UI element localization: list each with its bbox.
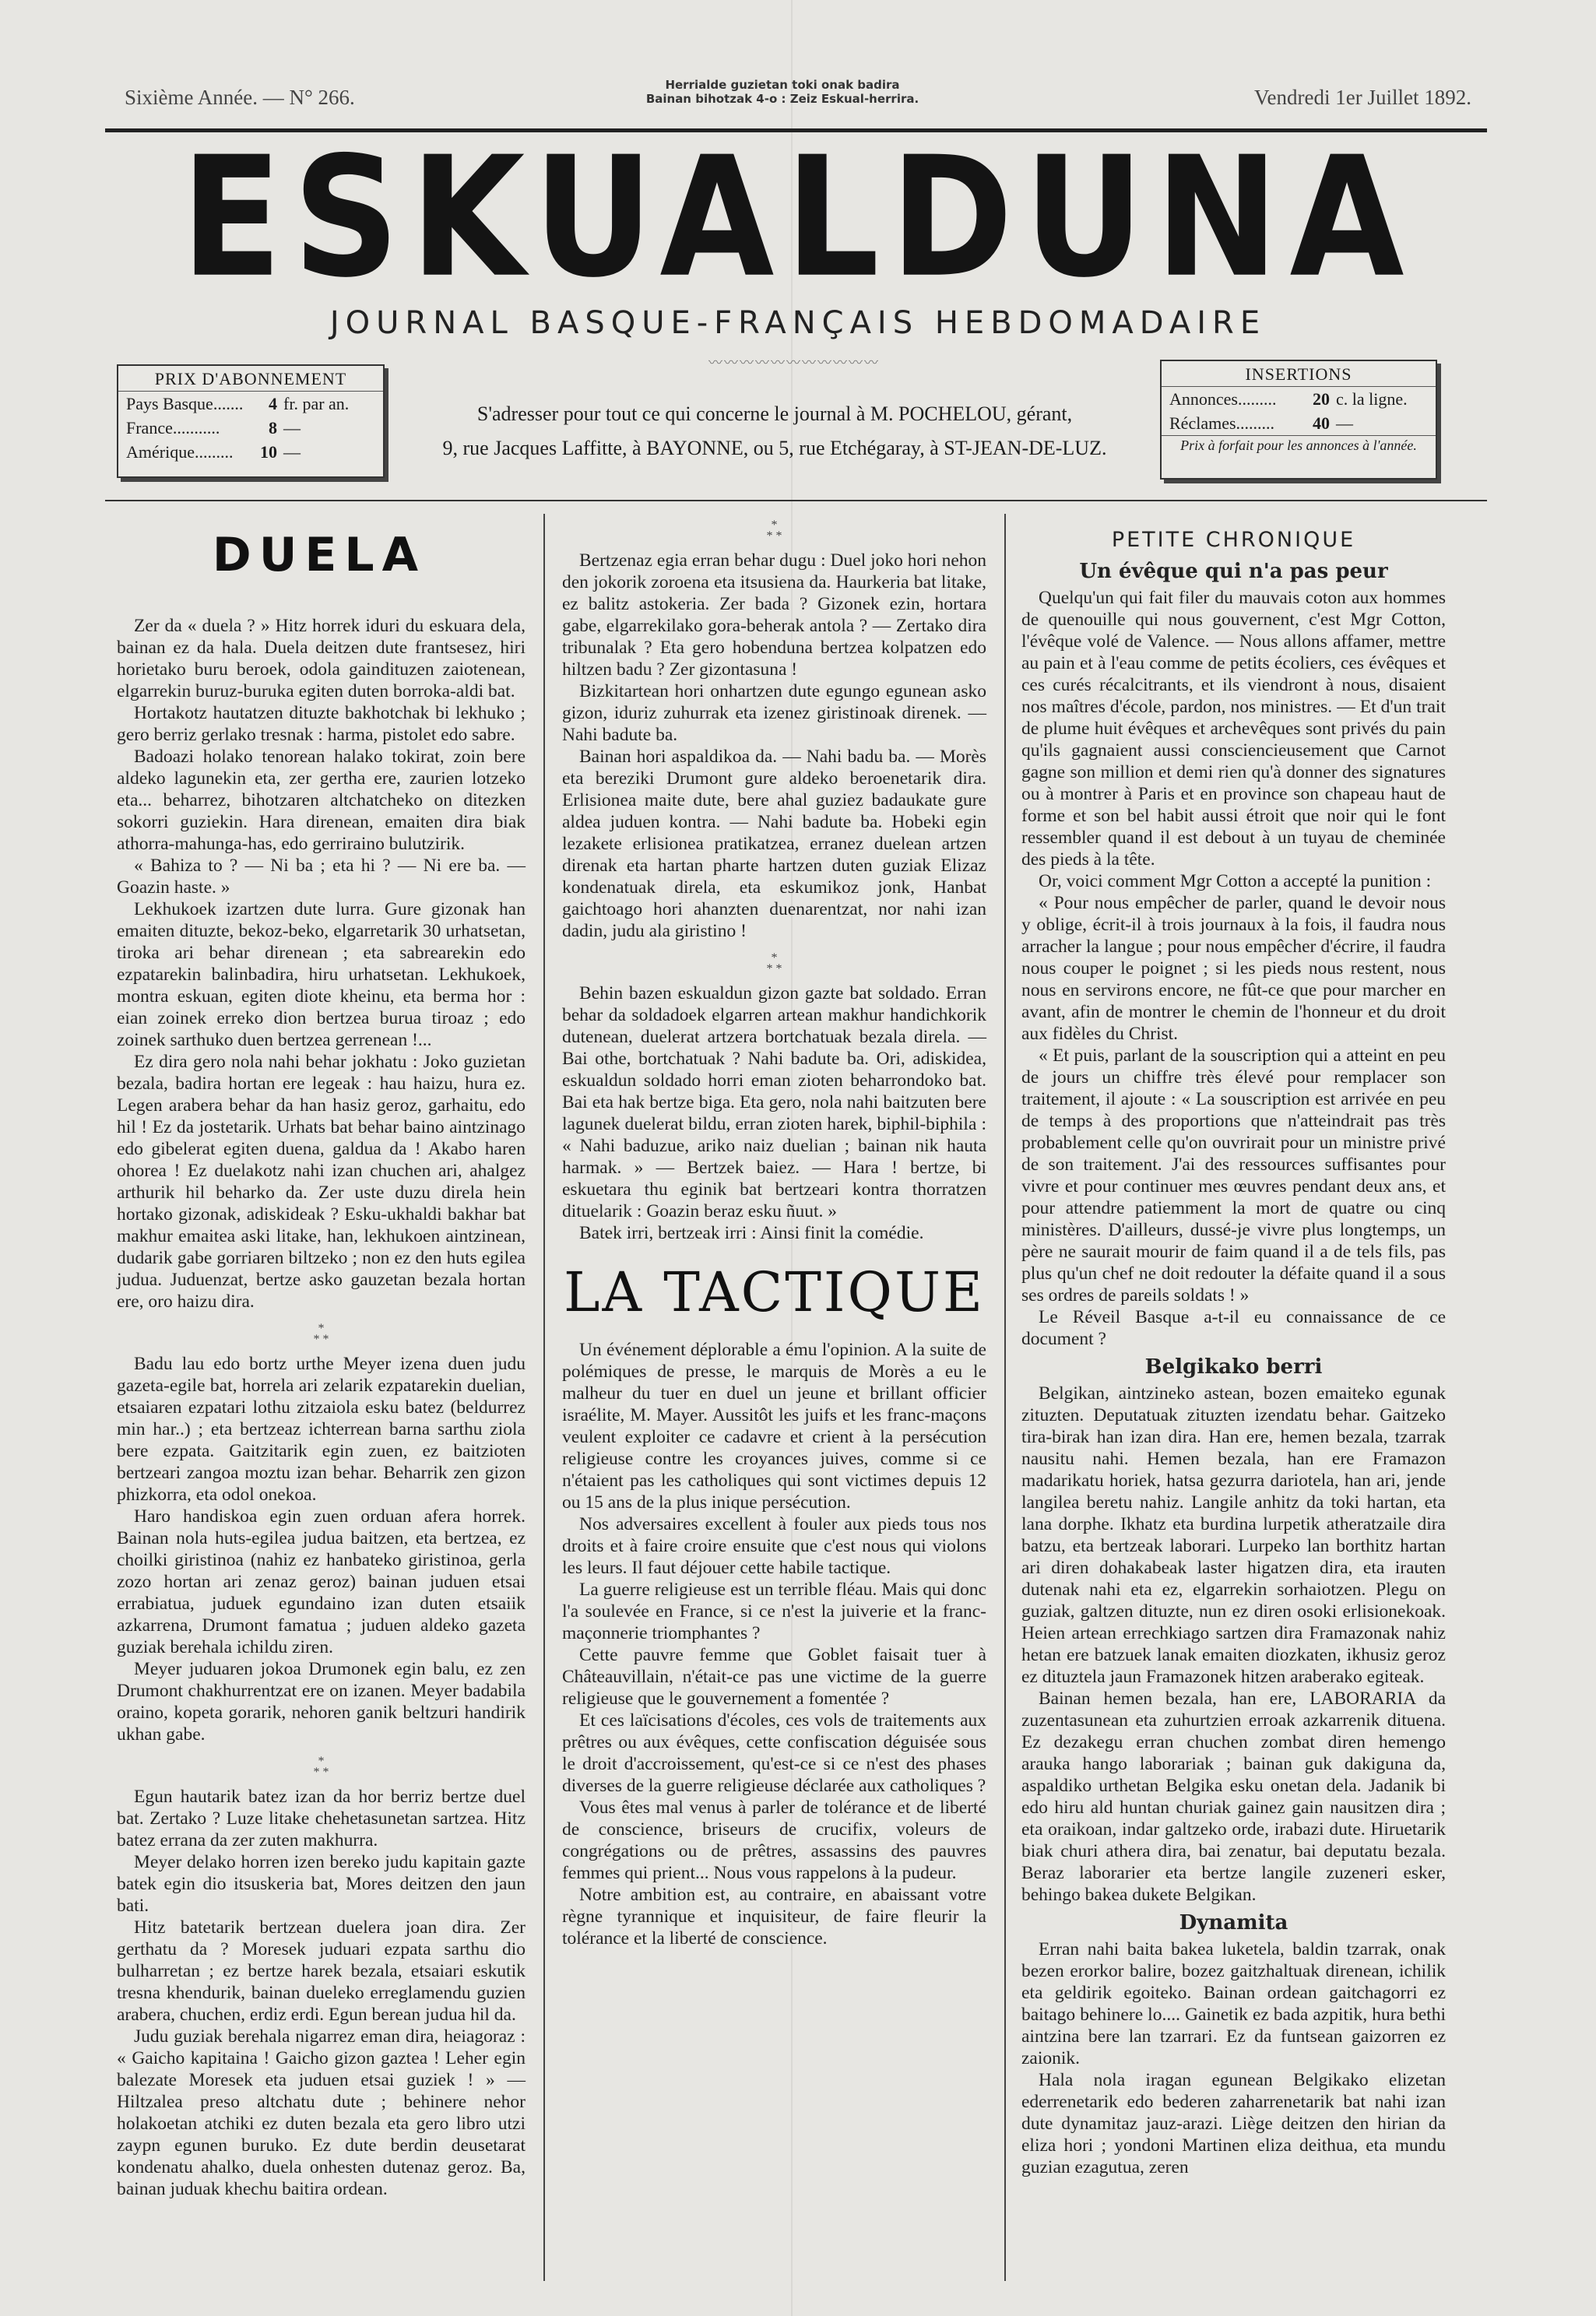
paragraph: Bertzenaz egia erran behar dugu : Duel joko hori nehon den jokorik zoroena eta itsusiena da. Haurkeria bat litake, ez balitz astokeria. Zer bada ? Gizonek ezin, hortara gabe, elgarrekilako gora-beherak antola ? — Zertako dira tribunalak ? Eta gero hobenduna bertzea kolpatzen edo hiltzen badu ? Zer gizontasuna !	[562, 550, 986, 680]
insertions-box	[1160, 360, 1437, 480]
paragraph: Hitz batetarik bertzean duelera joan dira. Zer gerthatu da ? Moresek juduari ezpata sarthu dio bulharretan ; ez bertze harek bezala, etsaiari eskutik tresna khendurik, bainan dueleko erreglamendu guzien arabera, chuchen, erdiz erdi. Egun berean judua hil da.	[117, 1917, 526, 2025]
insertions-row	[1162, 387, 1436, 411]
paragraph: « Bahiza to ? — Ni ba ; eta hi ? — Ni ere ba. — Goazin haste. »	[117, 856, 526, 898]
paragraph: Zer da « duela ? » Hitz horrek iduri du eskuara dela, bainan ez da hala. Duela deitzen dute frantsesez, hiri horietako buru beroek, odola gaindituzen zaiotenean, elgarrekin buruz-buruka egiten duten borroka-aldi bat.	[117, 616, 526, 701]
subscription-box	[117, 364, 385, 478]
subscription-row	[118, 392, 383, 416]
paragraph: Or, voici comment Mgr Cotton a accepté la punition :	[1039, 871, 1432, 891]
motto-line-2: Bainan bihotzak 4-o : Zeiz Eskual-herrira.	[645, 92, 919, 106]
paragraph: Notre ambition est, au contraire, en abaissant votre règne tyrannique et inquisiteur, de faire fleurir la tolérance et la liberté de conscience.	[562, 1885, 986, 1949]
section-separator: * * *	[766, 951, 782, 975]
paragraph: Le Réveil Basque a-t-il eu connaissance de ce document ?	[1021, 1307, 1446, 1349]
issue-number: Sixième Année. — N° 266.	[125, 86, 355, 109]
insertions-note: Prix à forfait pour les annonces à l'année.	[1162, 435, 1436, 457]
subscription-title: PRIX D'ABONNEMENT	[118, 366, 383, 392]
address-line-1: S'adresser pour tout ce qui concerne le journal à M. POCHELOU, gérant,	[476, 402, 1073, 425]
subscription-price: 4	[269, 394, 277, 413]
paragraph: Erran nahi baita bakea luketela, baldin tzarrak, onak bezen erorkor balire, bozez gaitzhaltuak direnean, ichilik eta geldirik egoiteko. Bainan ordean gaitchagorri ez baitago behinere lo.... Gainetik ez bada azpitik, hura bethi aintzina bere lan tzarrari. Ez da funtsean gaizorren ez zaionik.	[1021, 1939, 1446, 2068]
section-separator: * * *	[313, 1322, 329, 1346]
subscription-label: Pays Basque.......	[126, 394, 244, 413]
subscription-unit: fr. par an.	[283, 394, 350, 413]
paragraph: Quelqu'un qui fait filer du mauvais coton aux hommes de quenouille qui nous gouvernent, c'est Mgr Cotton, l'évêque volé de Valence. — Nous allons affamer, mettre au pain et à l'eau comme de petits écoliers, ces évêques et ces curés récalcitrants, et ils viendront à nous, disaient nos maîtres d'école, pardon, nos ministres. — Et d'un trait de plume huit évêques et archevêques sont privés du pain qu'ils gagnaient aussi consciencieusement que Carnot gagne son million et demi rien qu'à donner des signatures ou à montrer à Paris et en province son chapeau haut de forme et son bel habit aussi étroit que noir qui le font ressembler quand il est debout à un tuyau de cheminée des pieds à la tête.	[1021, 588, 1446, 870]
address-line-2: 9, rue Jacques Laffitte, à BAYONNE, ou 5, rue Etchégaray, à ST-JEAN-DE-LUZ.	[442, 437, 1107, 459]
subscription-price: 10	[260, 442, 277, 462]
issue-date: Vendredi 1er Juillet 1892.	[1254, 86, 1471, 109]
insertions-price: 20	[1313, 389, 1330, 409]
paragraph: Lekhukoek izartzen dute lurra. Gure gizonak han emaiten dituzte, bekoz-beko, elgarretarik 30 urhatsetan, tiroka ari behar direnean ; eta sabrearekin edo ezpatarekin balinbadira, hiru urhatsetan. Lekhukoek, montra eskuan, egiten diote kheinu, eta berma hor : eian zoinek erreko dion bertzea burua tiroaz ; edo zoinek sarthuko duen bertzea gerrenean !...	[117, 899, 526, 1050]
paragraph: Vous êtes mal venus à parler de tolérance et de liberté de conscience, briseurs de crucifix, voleurs de congrégations ou de prêtres, assassins des pauvres femmes qui prient... Nous vous rappelons à la pudeur.	[562, 1798, 986, 1883]
paragraph: Judu guziak berehala nigarrez eman dira, heiagoraz : « Gaicho kapitaina ! Gaicho gizon gaztea ! Leher egin balezate Moresek eta juduen etsai guziek ! » — Hiltzalea preso altchatu dute ; behinere nehor holakoetan atchiki ez duten bezala eta gero libro utzi zaypn egunen buruko. Ez dute berdin deusetarat kondenatu ahalko, duela onhesten dutenaz geroz. Ba, bainan juduak khechu baitira ordean.	[117, 2026, 526, 2199]
ornament-divider: 〰〰〰〰〰〰〰〰〰〰〰	[708, 355, 880, 371]
subscription-price: 8	[269, 418, 277, 438]
subscription-row	[118, 416, 383, 440]
insertions-unit: c. la ligne.	[1336, 389, 1408, 409]
masthead-title: ESKUALDUNA	[181, 121, 1415, 315]
paragraph: Batek irri, bertzeak irri : Ainsi finit la comédie.	[579, 1223, 924, 1243]
paragraph: « Et puis, parlant de la souscription qui a atteint en peu de jours un chiffre très élevé pour remplacer son traitement, il ajoute : « La souscription est arrivée en peu de temps à des proportions que n'atteindrait pas très probablement celle qu'on ouvrirait pour un ministre privé de son traitement. J'ai des ressources suffisantes pour vivre et pour continuer mes œuvres pendant deux ans, et pour attendre patiemment la mort de quatre ou cinq ministères. D'ailleurs, dussé-je vivre plus longtemps, un père ne saurait mourir de faim quand il a de tels fils, pas plus qu'un chef ne doit redouter la défaite quand il a sous ses ordres de pareils soldats ! »	[1021, 1046, 1446, 1306]
section-separator: * * *	[766, 518, 782, 543]
insertions-row	[1162, 411, 1436, 435]
paragraph: Badoazi holako tenorean halako tokirat, zoin bere aldeko lagunekin eta, zer gertha ere, zaurien lotzeko eta... beharrez, bihotzaren altchatcheko on ditezken sokorri guziekin. Hara direnean, emaiten dira biak athorra-mahunga-has, edo gerriraino bulutzirik.	[117, 747, 526, 854]
column-divider-2	[1004, 514, 1006, 2281]
paragraph: Meyer juduaren jokoa Drumonek egin balu, ez zen Drumont chakhurrentzat ere on izanen. Meyer badabila oraino, kopeta gorarik, nehoren ganik beltzuri handirik ukhan gabe.	[117, 1659, 526, 1745]
motto-line-1: Herrialde guzietan toki onak badira	[665, 78, 900, 92]
column-2	[562, 520, 986, 1949]
motto	[627, 78, 938, 106]
paragraph: Bainan hori aspaldikoa da. — Nahi badu ba. — Morès eta bereziki Drumont gure aldeko beroenetarik dira. Erlisionea maite dute, bere ahal guziez badaukate gure aldea juduen kontra. — Nahi badute ba. Hobeki egin lezakete erlisionea pratikatzea, erranez duelean artzen direnak eta hartan pharte hartzen duten guziak Elizaz kondenatuak direla, eta eskumikoz jonk, Hanbat gaichtoago hori ahanzten duenarentzat, nor nahi izan dadin, judu ala giristino !	[562, 747, 986, 941]
paragraph: La guerre religieuse est un terrible fléau. Mais qui donc l'a soulevée en France, si ce n'est la juiverie et la franc-maçonnerie triomphantes ?	[562, 1580, 986, 1643]
insertions-unit: —	[1336, 413, 1353, 433]
insertions-price: 40	[1313, 413, 1330, 433]
duela-heading	[156, 528, 483, 582]
subscription-unit: —	[283, 442, 301, 462]
paragraph: Ez dira gero nola nahi behar jokhatu : Joko guzietan bezala, badira hortan ere legeak : hau haizu, hura ez. Legen arabera behar da han hasiz geroz, garhaitu, edo hil ! Ez da jostetarik. Urhats bat behar baino aintzinago edo gibelerat egiten duena, galdua da ! Akabo haren ohorea ! Ez duelakotz nahi izan chuchen ari, ahalgez arthurik hil beharko da. Zer uste duzu direla hein hortako gizonak, adiskideak ? Esku-ukhaldi bakhar bat makhur emaitea aski litake, han, lekhukoen aintzinean, dudarik gabe gorriaren biltzeko ; non ez den huts egilea judua. Juduenzat, bertze asko gauzetan bezala hortan ere, oro haizu dira.	[117, 1052, 526, 1312]
tactique-heading: LA TACTIQUE	[563, 1260, 986, 1324]
paragraph: Egun hautarik batez izan da hor berriz bertze duel bat. Zertako ? Luze litake chehetasunetan sartzea. Hitz batez errana da zer zuten makhurra.	[117, 1787, 526, 1850]
paragraph: Belgikan, aintzineko astean, bozen emaiteko egunak zituzten. Deputatuak zituzten izendatu behar. Gaitzeko tira-birak han izan dira. Han ere, hemen bezala, tzarrak nausitu nahi. Hemen bezala, han ere Framazon madarikatu horiek, hatsa gezurra dariotela, han ari, jende langilea beretu nahiz. Langile anhitz da toki hartan, eta lana dorphe. Ikhatz eta burdina lurpetik atheratzaile dira batzu, eta bertzeak laborari. Lurpeko lan borthitz hartan ari diren dohakabeak laster higatzen dira, eta irauten dutenak nahi eta ez, elgarrekin sorhaiotzen. Plegu on guziak, galtzen dituzte, nun ez diren osoki erlisionekoak. Heien artean errechkiago sartzen dira Framazonak nahiz hetan ere batzuek lanak emaiten diozkaten, ikhusiz geroz ez dituztela jaun Framazonek hitzen araberako egiteak.	[1021, 1383, 1446, 1687]
duela-heading-text: DUELA	[212, 528, 427, 582]
column-divider-1	[543, 514, 545, 2281]
petite-chronique-heading: PETITE CHRONIQUE	[1111, 528, 1356, 552]
section-subheading: Belgikako berri	[1144, 1355, 1323, 1379]
header-bottom-rule	[105, 500, 1487, 501]
paragraph: Cette pauvre femme que Goblet faisait tuer à Châteauvillain, n'était-ce pas une victime de la guerre religieuse que le gouvernement a fomentée ?	[562, 1645, 986, 1709]
address-block	[401, 397, 1148, 466]
paragraph: Bizkitartean hori onhartzen dute egungo egunean asko gizon, iduriz zuhurrak eta izenez giristinoak direnek. — Nahi badute ba.	[562, 681, 986, 745]
section-subheading: Dynamita	[1179, 1911, 1288, 1935]
insertions-label: Annonces.........	[1169, 389, 1277, 409]
subscription-row	[118, 440, 383, 464]
paragraph: « Pour nous empêcher de parler, quand le devoir nous y oblige, écrit-il à trois journaux à la fois, il faudra nous arracher la langue ; pour nous empêcher d'écrire, il faudra nous couper le poignet ; si les pieds nous restent, nous nous en servirons encore, ne fût-ce que pour marcher en avant, afin de montrer le chemin de l'honneur et du droit aux fidèles du Christ.	[1021, 893, 1446, 1044]
paragraph: Hala nola iragan egunean Belgikako elizetan ederrenetarik edo bederen zaharrenetarik bat nahi izan dute dynamitaz jauz-arazi. Liège deitzen den hirian da eliza hori ; yondoni Martinen eliza deithua, eta mundu guzian ezagutua, zeren	[1021, 2070, 1446, 2177]
paragraph: Et ces laïcisations d'écoles, ces vols de traitements aux prêtres ou aux évêques, cette confiscation déguisée sous le droit d'accroissement, qu'est-ce si ce n'est des phases diverses de la guerre religieuse déclarée aux catholiques ?	[562, 1710, 986, 1796]
section-subheading: Un évêque qui n'a pas peur	[1079, 560, 1388, 583]
insertions-label: Réclames.........	[1169, 413, 1275, 433]
column-1	[117, 615, 526, 2200]
paragraph: Nos adversaires excellent à fouler aux pieds tous nos droits et à faire croire ensuite que c'est nous qui violons les leurs. Il faut déjouer cette habile tactique.	[562, 1514, 986, 1578]
paragraph: Behin bazen eskualdun gizon gazte bat soldado. Erran behar da soldadoek elgarren artean makhur handichkorik dutenean, duelerat artzera bortchatuak bezala direla. — Bai othe, bortchatuak ? Nahi badute ba. Ori, adiskidea, eskualdun soldado horri eman zioten beharrondoko bat. Bai eta hak bertze biga. Eta gero, nola nahi baitzuten bere lagunek duelerat bildu, erran zioten harek, biphil-biphila : « Nahi baduzue, ariko naiz duelian ; bainan nik hauta harmak. » — Bertzek baiez. — Hara ! bertze, bi eskuetara thu eginik bat bertzeari kontra thorratzen dituelarik : Goazin beraz esku ñuut. »	[562, 983, 986, 1221]
section-separator: * * *	[313, 1755, 329, 1779]
column-3	[1021, 529, 1446, 2178]
insertions-title: INSERTIONS	[1162, 361, 1436, 387]
subscription-label: Amérique.........	[126, 442, 234, 462]
paragraph: Hortakotz hautatzen dituzte bakhotchak bi lekhuko ; gero berriz gerlako tresnak : harma, pistolet edo sabre.	[117, 703, 526, 745]
paragraph: Un événement déplorable a ému l'opinion. A la suite de polémiques de presse, le marquis de Morès a eu le malheur du tuer en duel un jeune et brillant officier israélite, M. Mayer. Aussitôt les juifs et les franc-maçons veulent exploiter ce cadavre et crient à la persécution religieuse contre les croyances juives, comme si ce n'étaient pas les catholiques qui sont victimes depuis 12 ou 15 ans de la plus inique persécution.	[562, 1340, 986, 1513]
paragraph: Meyer delako horren izen bereko judu kapitain gazte batek egin dio itsuskeria bat, Mores deitzen den jaun bati.	[117, 1852, 526, 1916]
paragraph: Haro handiskoa egin zuen orduan afera horrek. Bainan nola huts-egilea judua baitzen, eta bertzea, ez choilki giristinoa (nahiz ez hanbateko giristinoa, gerla zozo hortan ari zenaz geroz) bainan juduen etsai errabiatua, juduek egundaino izan duten etsaiik azkarrena, Drumont famatua ; juduen aldeko gazeta guziak berehala ichildu ziren.	[117, 1506, 526, 1657]
paragraph: Badu lau edo bortz urthe Meyer izena duen judu gazeta-egile bat, horrela ari zelarik ezpatarekin duelian, etsaiaren ezpatari lothu zitzaiola esku batez (beldurrez min har..) ; eta bertzeaz ichterrean barna sarthu ziola bere ezpata. Gaitzitarik egin zuen, ez baitzioten bertzeari zangoa moztu izan behar. Beharrik zen gizon phizkorra, eta odol onekoa.	[117, 1354, 526, 1505]
paragraph: Bainan hemen bezala, han ere, LABORARIA da zuzentasunean eta zuhurtzien erroak azkarrenik dituena. Ez dezakegu erran chuchen zombat diren hemengo arauka hango laborariak ; bainan guk dakiguna da, aspaldiko urthetan Belgika esku onetan dela. Jadanik bi edo hiru ald huntan churiak gainez gain nausitzen dira ; eta oraikoan, indar galtzeko orde, irabazi dute. Hiruetarik biak churi athera dira, bai zenatur, bai deputatu bezala. Beraz laborarier eta bertze langile zuzeneri esker, behingo bakea dukete Belgikan.	[1021, 1689, 1446, 1905]
masthead-subtitle: JOURNAL BASQUE-FRANÇAIS HEBDOMADAIRE	[329, 305, 1267, 341]
subscription-label: France...........	[126, 418, 220, 438]
subscription-unit: —	[283, 418, 301, 438]
